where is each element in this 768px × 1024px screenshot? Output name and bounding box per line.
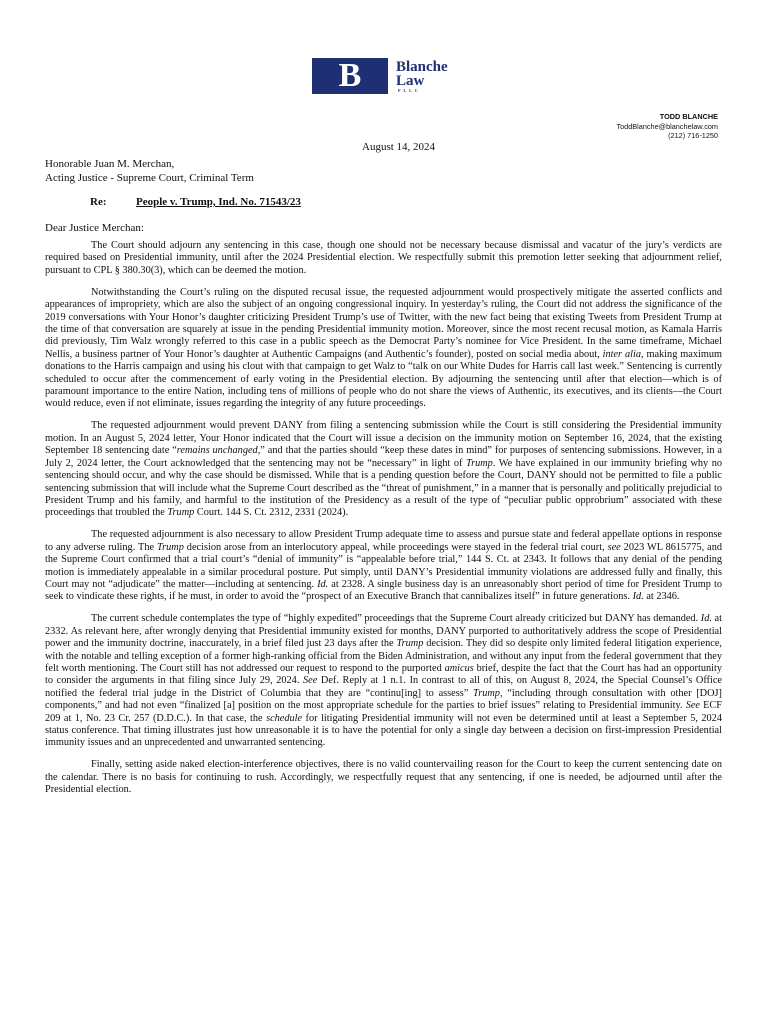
logo-wordmark [396, 60, 448, 93]
recipient-address [45, 157, 254, 185]
sender-name: TODD BLANCHE [659, 112, 718, 121]
recipient-line-1: Honorable Juan M. Merchan, [45, 158, 175, 170]
firm-logo [312, 58, 448, 94]
paragraph-4: The requested adjournment is also necessary to allow President Trump adequate time to assess and pursue state and federal appellate options in response to any adverse ruling. The Trump decision arose from an interlocutory appeal, while proceedings were stayed in the federal trial court, see 2023 WL 8615775, and the Supreme Court confirmed that a trial court’s “denial of immunity” is “appealable before trial,” 144 S. Ct. at 2343. It follows that any denial of the pending motion is immediately appealable in a similar procedural posture. Put simply, until DANY’s Presidential immunity violations are addressed fully and finally, this Court may not “adjudicate” the matter—including at sentencing. Id. at 2328. A single business day is an unreasonably short period of time for President Trump to seek to vindicate these rights, if he must, in order to avoid the “prospect of an Executive Branch that cannibalizes itself” in future generations. Id. at 2346. [45, 529, 722, 603]
recipient-line-2: Acting Justice - Supreme Court, Criminal Term [45, 172, 254, 184]
logo-line-1: Blanche [396, 58, 448, 75]
paragraph-2: Notwithstanding the Court’s ruling on the disputed recusal issue, the requested adjournment would prospectively mitigate the asserted conflicts and appearances of impropriety, which are also the subject of an ongoing congressional inquiry. In yesterday’s ruling, the Court did not address the significance of the 2019 conversations with Your Honor’s daughter criticizing President Trump’s use of Twitter, with the new fact being that existing Tweets from President Trump at the time of that conversation are squarely at issue in the pending Presidential immunity motion. Moreover, since the most recent recusal motion, as Kamala Harris did previously, Tim Walz wrongly referred to this case in a public speech as the Democrat Party’s nominee for Vice President. In the same timeframe, Michael Nellis, a business partner of Your Honor’s daughter at Authentic Campaigns (and Authentic’s founder), posted on social media about, inter alia, making maximum donations to the Harris campaign and using his clout with that campaign to get Walz to “talk on our White Dudes for Harris call last week.” Sentencing is currently scheduled to occur after the commencement of early voting in the Presidential election. By adjourning the sentencing until after that election—which is of paramount importance to the entire Nation, including tens of millions of people who do not share the views of Authentic, its executives, and its clients—the Court would reduce, even if not eliminate, issues regarding the integrity of any future proceedings. [45, 286, 722, 410]
logo-line-3: PLLC [398, 87, 421, 93]
re-label: Re: [90, 196, 107, 208]
sender-email: ToddBlanche@blanchelaw.com [616, 121, 718, 131]
letter-body [45, 240, 722, 806]
letter-date: August 14, 2024 [362, 141, 436, 153]
re-line [90, 196, 301, 208]
paragraph-6: Finally, setting aside naked election-interference objectives, there is no valid countervailing reason for the Court to keep the current sentencing date on the calendar. There is no basis for continuing to rush. Accordingly, we respectfully request that any sentencing, if one is needed, be adjourned until after the Presidential election. [45, 759, 722, 796]
logo-line-2: Law [396, 72, 425, 89]
re-subject: People v. Trump, Ind. No. 71543/23 [136, 196, 301, 208]
paragraph-1: The Court should adjourn any sentencing in this case, though one should not be necessary because dismissal and vacatur of the jury’s verdicts are required based on Presidential immunity, until after the 2024 Presidential election. We respectfully submit this premotion letter seeking that adjournment relief, pursuant to CPL § 380.30(3), which can be deemed the motion. [45, 240, 722, 276]
paragraph-3: The requested adjournment would prevent DANY from filing a sentencing submission while the Court is still considering the Presidential immunity motion. In an August 5, 2024 letter, Your Honor indicated that the Court will issue a decision on the immunity motion on September 16, 2024, that the existing September 18 sentencing date “remains unchanged,” and that the parties should “keep these dates in mind” for purposes of sentencing submissions. However, in a July 2, 2024 letter, the Court acknowledged that the sentencing may not be “necessary” in light of Trump. We have explained in our immunity briefing why no sentencing should occur, and why the case should be dismissed. While that is a pending question before the Court, DANY should not be permitted to file a public sentencing submission that will include what the Supreme Court described as the “threat of punishment,” in a manner that is personally and politically prejudicial to President Trump and his family, and harmful to the institution of the Presidency as a result of the type of “peculiar public opprobrium” associated with these proceedings that troubled the Trump Court. 144 S. Ct. 2312, 2331 (2024). [45, 420, 722, 519]
sender-phone: (212) 716-1250 [668, 131, 718, 141]
salutation: Dear Justice Merchan: [45, 222, 144, 234]
sender-contact [616, 112, 718, 141]
paragraph-5: The current schedule contemplates the type of “highly expedited” proceedings that the Supreme Court already criticized but DANY has demanded. Id. at 2332. As relevant here, after wrongly denying that Presidential immunity existed for months, DANY purported to authoritatively address the scope of Presidential power and the immunity doctrine, inaccurately, in a brief filed just 23 days after the Trump decision. They did so despite only limited federal litigation experience, with the notable and telling exception of a former high-ranking official from the Biden Administration, and without any input from the federal government that they felt worth mentioning. The Court still has not addressed our request to respond to the purported amicus brief, despite the fact that the Court has had an opportunity to consider the arguments in that filing since July 29, 2024. See Def. Reply at 1 n.1. In contrast to all of this, on August 8, 2024, the Special Counsel’s Office notified the federal trial judge in the District of Columbia that they are “continu[ing] to assess” Trump, “including through consultation with other [DOJ] components,” and had not even “finalized [a] position on the most appropriate schedule for the parties to brief issues” relating to Presidential immunity. See ECF 209 at 1, No. 23 Cr. 257 (D.D.C.). In that case, the schedule for litigating Presidential immunity will not even be determined until at least a September 5, 2024 status conference. That timing illustrates just how unreasonable it is to have the potential for only a single day between a decision on first-impression Presidential immunity issues and an unprecedented and unwarranted sentencing. [45, 613, 723, 749]
logo-mark: B [312, 58, 388, 94]
